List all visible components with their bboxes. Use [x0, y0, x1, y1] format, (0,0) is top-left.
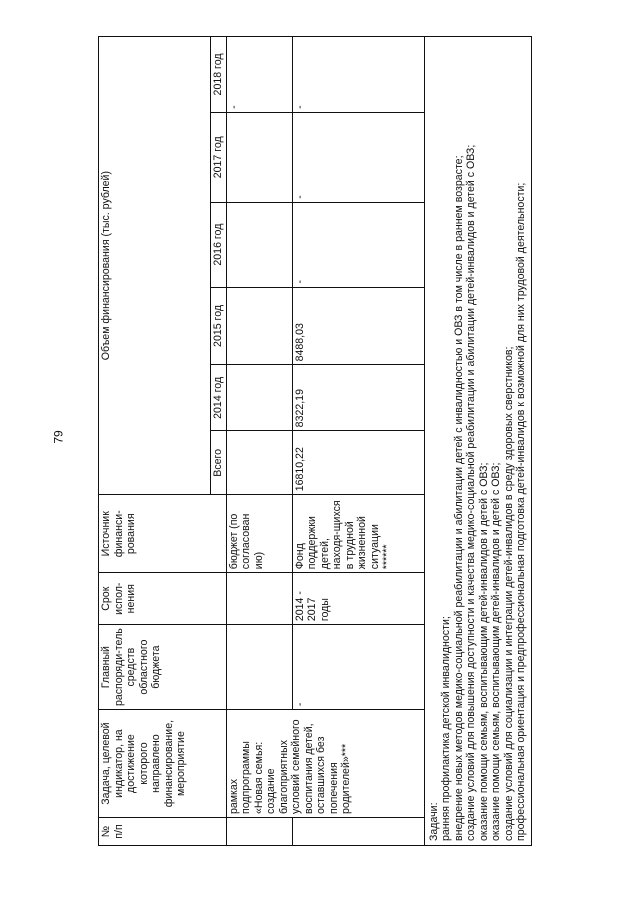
- cell-task: рамках подпрограммы «Новая семья: создание благоприятных условий семейного воспитания детей, оставшихся без попечения родителей»***: [226, 710, 424, 818]
- cell-2018: -: [226, 37, 292, 113]
- task-item: профессиональная ориентация и предпрофессиональная подготовка детей-инвалидов к возможной для них трудовой деятельности;: [515, 182, 527, 841]
- header-2017: 2017 год: [211, 112, 227, 202]
- cell-2014: 8322,19: [292, 365, 424, 431]
- cell-term: [226, 573, 292, 625]
- header-source: Источник финанси-рования: [99, 495, 227, 573]
- rotated-page-content: [98, 36, 566, 846]
- cell-source: бюджет (по согласован ию): [226, 495, 292, 573]
- task-item: оказание помощи семьям, воспитывающим детей-инвалидов и детей с ОВЗ;: [490, 462, 502, 841]
- cell-num: [292, 818, 424, 846]
- cell-source: Фонд поддержки детей, находя-щихся в трудной жизненной ситуации ******: [292, 495, 424, 573]
- header-num: № п/п: [99, 818, 227, 846]
- header-total: Всего: [211, 431, 227, 495]
- header-2015: 2015 год: [211, 287, 227, 365]
- task-item: оказание помощи семьям, воспитывающим детей-инвалидов и детей с ОВЗ;: [477, 462, 490, 841]
- tasks-title: Задачи:: [427, 802, 440, 841]
- cell-manager: [226, 625, 292, 710]
- header-2014: 2014 год: [211, 365, 227, 431]
- cell-num: [226, 818, 292, 846]
- header-term: Срок испол-нения: [99, 573, 227, 625]
- cell-manager: -: [292, 625, 424, 710]
- cell-2016: [226, 202, 292, 287]
- header-financing-volume: Объем финансирования (тыс. рублей): [99, 37, 211, 495]
- cell-2014: [226, 365, 292, 431]
- financing-table: [98, 36, 532, 846]
- cell-2015: 8488,03: [292, 287, 424, 365]
- cell-total: [226, 431, 292, 495]
- header-manager: Главный распоряди-тель средств областного бюджета: [99, 625, 227, 710]
- cell-2015: [226, 287, 292, 365]
- cell-total: 16810,22: [292, 431, 424, 495]
- cell-2016: -: [292, 202, 424, 287]
- task-item: создание условий для социализации и интеграции детей-инвалидов в среду здоровых сверстников;: [502, 346, 515, 841]
- cell-2017: [226, 112, 292, 202]
- header-2018: 2018 год: [211, 37, 227, 113]
- table-row: [226, 37, 292, 846]
- task-item: создание условий для повышения доступности и качества медико-социальной реабилитации и абилитации детей-инвалидов и детей с ОВЗ;: [465, 144, 477, 841]
- cell-2017: -: [292, 112, 424, 202]
- cell-term: 2014 - 2017 годы: [292, 573, 424, 625]
- task-item: внедрение новых методов медико-социальной реабилитации и абилитации детей с инвалидностью и ОВЗ в том числе в раннем возрасте;: [452, 155, 465, 841]
- tasks-row: [424, 37, 531, 846]
- page-number: 79: [51, 430, 66, 444]
- tasks-block: [424, 37, 531, 846]
- task-item: ранняя профилактика детской инвалидности;: [440, 616, 452, 841]
- header-2016: 2016 год: [211, 202, 227, 287]
- cell-2018: -: [292, 37, 424, 113]
- header-row: [99, 37, 211, 846]
- header-task: Задача, целевой индикатор, на достижение которого направлено финансирование, мероприятие: [99, 710, 227, 818]
